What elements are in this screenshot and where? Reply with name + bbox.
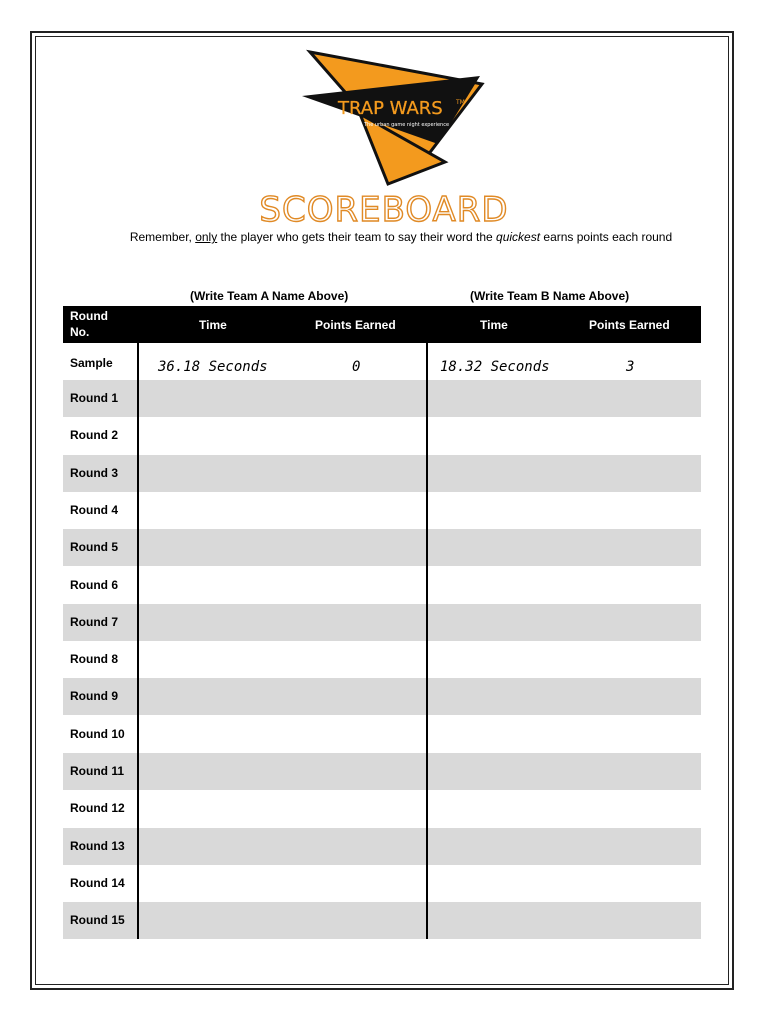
sample-a-points: 0 — [352, 359, 361, 375]
logo-brand-text: TRAP WARS — [338, 98, 443, 119]
table-row — [63, 492, 701, 529]
team-divider — [426, 343, 428, 939]
round-label: Round 12 — [70, 801, 125, 816]
round-label: Round 11 — [70, 764, 125, 778]
round-label: Round 3 — [70, 465, 118, 480]
table-row — [63, 865, 701, 902]
round-label: Round 15 — [70, 913, 125, 928]
table-row — [63, 567, 701, 604]
instruction-text: Remember, only the player who gets their team to say their word the quickest earns points each round — [129, 230, 673, 244]
table-row — [63, 902, 701, 939]
header-b-points: Points Earned — [589, 318, 670, 332]
round-column-divider — [137, 343, 139, 939]
logo-trademark: TM — [456, 99, 465, 106]
round-label: Round 5 — [70, 540, 118, 555]
table-row — [63, 604, 701, 641]
table-row — [63, 380, 701, 417]
page-title: SCOREBOARD — [259, 190, 509, 230]
header-a-points: Points Earned — [315, 318, 396, 332]
round-label: Round 8 — [70, 652, 118, 667]
sample-row — [63, 343, 701, 380]
team-b-name-hint: (Write Team B Name Above) — [470, 289, 630, 303]
table-row — [63, 828, 701, 865]
sample-label: Sample — [70, 356, 113, 370]
header-b-time: Time — [480, 318, 508, 332]
trap-wars-logo — [290, 44, 502, 186]
table-row — [63, 455, 701, 492]
header-round-no: Round No. — [70, 309, 108, 339]
round-label: Round 6 — [70, 577, 118, 592]
round-label: Round 4 — [70, 502, 118, 517]
sample-b-time: 18.32 Seconds — [440, 359, 550, 375]
table-row — [63, 716, 701, 753]
round-label: Round 14 — [70, 875, 125, 890]
round-label: Round 9 — [70, 689, 118, 704]
header-a-time: Time — [199, 318, 227, 332]
sample-a-time: 36.18 Seconds — [158, 359, 268, 375]
team-a-name-hint: (Write Team A Name Above) — [190, 289, 349, 303]
round-label: Round 7 — [70, 614, 118, 629]
table-row — [63, 753, 701, 790]
round-label: Round 1 — [70, 391, 118, 405]
round-label: Round 13 — [70, 838, 125, 853]
table-row — [63, 529, 701, 566]
round-label: Round 10 — [70, 726, 125, 741]
table-row — [63, 790, 701, 827]
round-label: Round 2 — [70, 428, 118, 443]
logo-tagline: The urban game night experience — [364, 122, 450, 128]
table-row — [63, 417, 701, 454]
table-header — [63, 306, 701, 343]
table-row — [63, 678, 701, 715]
sample-b-points: 3 — [626, 359, 635, 375]
table-row — [63, 641, 701, 678]
